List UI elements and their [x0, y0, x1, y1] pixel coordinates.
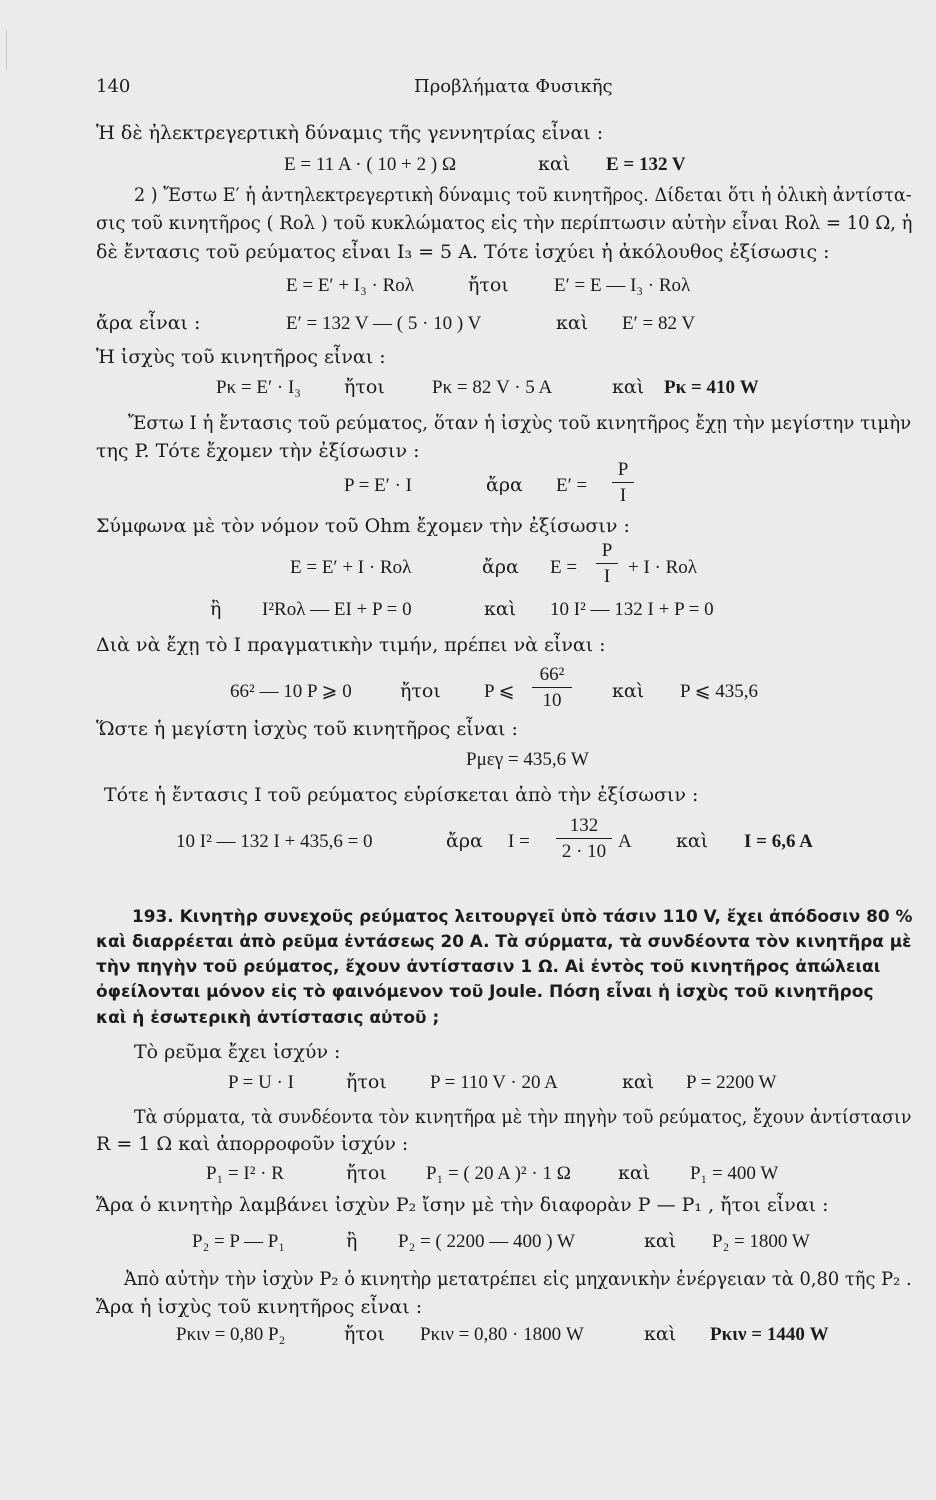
- equation: I =: [508, 831, 530, 852]
- text-line: της P. Τότε ἔχομεν τὴν ἐξίσωσιν :: [96, 440, 420, 462]
- conjunction: ἤτοι: [344, 1323, 385, 1345]
- conjunction: καὶ: [612, 376, 645, 398]
- conjunction: ἄρα: [446, 830, 483, 852]
- running-title: Προβλήματα Φυσικῆς: [414, 76, 613, 97]
- equation: 10 I² — 132 I + P = 0: [550, 599, 714, 620]
- equation: I²Rολ — EI + P = 0: [262, 599, 412, 620]
- equation: P = U · I: [228, 1072, 294, 1093]
- equation: E′ = E — I₃ · Rολ: [554, 275, 691, 296]
- text-line: ἄρα εἶναι :: [96, 312, 201, 334]
- conjunction: καὶ: [644, 1230, 677, 1252]
- page-number: 140: [96, 76, 131, 97]
- fraction: [556, 816, 612, 861]
- fraction-denominator: I: [619, 485, 627, 506]
- text-line: Ἔστω I ἡ ἔντασις τοῦ ρεύματος, ὅταν ἡ ἰσχὺς τοῦ κινητῆρος ἔχῃ τὴν μεγίστην τιμὴν: [128, 412, 912, 434]
- conjunction: ἤτοι: [346, 1071, 387, 1093]
- fraction: [612, 460, 634, 505]
- equation: P = 110 V · 20 A: [430, 1072, 558, 1093]
- problem-statement-line: καὶ διαρρέεται ἀπὸ ρεῦμα ἐντάσεως 20 A. Τὰ σύρματα, τὰ συνδέοντα τὸν κινητῆρα μὲ: [96, 932, 912, 952]
- problem-statement-line: τὴν πηγὴν τοῦ ρεύματος, ἔχουν ἀντίστασιν 1 Ω. Αἱ ἐντὸς τοῦ κινητῆρος ἀπώλειαι: [96, 957, 881, 977]
- text-line: σις τοῦ κινητῆρος ( Rολ ) τοῦ κυκλώματος εἰς τὴν περίπτωσιν αὐτὴν εἶναι Rολ = 10 Ω, ἡ: [96, 212, 913, 234]
- text-line: Ἀπὸ αὐτὴν τὴν ἰσχὺν P₂ ὁ κινητὴρ μετατρέπει εἰς μηχανικὴν ἐνέργειαν τὰ 0,80 τῆς P₂ .: [124, 1268, 912, 1290]
- text-line: Τότε ἡ ἔντασις I τοῦ ρεύματος εὑρίσκεται ἀπὸ τὴν ἐξίσωσιν :: [104, 784, 699, 806]
- equation: P₂ = P — P₁: [192, 1231, 285, 1252]
- text-line: Τὸ ρεῦμα ἔχει ἰσχύν :: [134, 1041, 341, 1063]
- result-equation: Pκιν = 1440 W: [710, 1324, 829, 1345]
- result-equation: I = 6,6 A: [744, 831, 813, 852]
- text-line: Διὰ νὰ ἔχῃ τὸ I πραγματικὴν τιμήν, πρέπει νὰ εἶναι :: [96, 634, 606, 656]
- equation: E = E′ + I · Rολ: [290, 557, 412, 578]
- equation: E′ = 82 V: [622, 313, 696, 334]
- conjunction: καὶ: [622, 1071, 655, 1093]
- equation: E′ =: [556, 475, 588, 496]
- text-line: Ἄρα ὁ κινητὴρ λαμβάνει ἰσχὺν P₂ ἴσην μὲ τὴν διαφορὰν P — P₁ , ἤτοι εἶναι :: [96, 1194, 829, 1216]
- text-line: Ἡ δὲ ἠλεκτρεγερτικὴ δύναμις τῆς γεννητρίας εἶναι :: [96, 122, 604, 144]
- text-line: Ἄρα ἡ ἰσχὺς τοῦ κινητῆρος εἶναι :: [96, 1296, 423, 1318]
- fraction-denominator: I: [603, 566, 611, 587]
- page-fold-mark: [6, 30, 7, 70]
- text-line: δὲ ἔντασις τοῦ ρεύματος εἶναι I₃ = 5 A. Τότε ἰσχύει ἡ ἀκόλουθος ἐξίσωσις :: [96, 241, 830, 263]
- equation: + I · Rολ: [628, 557, 698, 578]
- equation: Pκιν = 0,80 P₂: [176, 1324, 286, 1345]
- text-line: Ὥστε ἡ μεγίστη ἰσχὺς τοῦ κινητῆρος εἶναι :: [96, 718, 518, 740]
- result-equation: E = 132 V: [606, 154, 686, 175]
- conjunction: ἄρα: [482, 556, 519, 578]
- conjunction: ἤτοι: [468, 274, 509, 296]
- equation: 10 I² — 132 I + 435,6 = 0: [176, 831, 373, 852]
- problem-statement-line: καὶ ἡ ἐσωτερικὴ ἀντίστασις αὐτοῦ ;: [96, 1008, 440, 1028]
- equation: Pκ = 82 V · 5 A: [432, 377, 553, 398]
- fraction: [532, 665, 572, 710]
- unit: A: [618, 831, 632, 852]
- fraction-numerator: 132: [569, 815, 599, 836]
- equation: P₁ = ( 20 A )² · 1 Ω: [426, 1163, 571, 1184]
- conjunction: καὶ: [612, 680, 645, 702]
- conjunction: καὶ: [644, 1323, 677, 1345]
- text-line: Τὰ σύρματα, τὰ συνδέοντα τὸν κινητῆρα μὲ τὴν πηγὴν τοῦ ρεύματος, ἔχουν ἀντίστασιν: [134, 1106, 912, 1128]
- equation: P ⩽: [484, 681, 515, 702]
- equation: P₁ = 400 W: [690, 1163, 779, 1184]
- equation: Pκ = E′ · I₃: [216, 377, 301, 398]
- conjunction: ἤτοι: [400, 680, 441, 702]
- equation: P₂ = ( 2200 — 400 ) W: [398, 1231, 575, 1252]
- conjunction: ἢ: [210, 598, 222, 620]
- conjunction: καὶ: [676, 830, 709, 852]
- equation: Pκιν = 0,80 · 1800 W: [420, 1324, 584, 1345]
- result-equation: Pκ = 410 W: [664, 377, 759, 398]
- equation: P = E′ · I: [344, 475, 412, 496]
- equation: P₁ = I² · R: [206, 1163, 284, 1184]
- text-line: Σύμφωνα μὲ τὸν νόμον τοῦ Ohm ἔχομεν τὴν ἐξίσωσιν :: [96, 515, 630, 537]
- text-line: 2 ) Ἔστω Ε′ ἡ ἀντηλεκτρεγερτικὴ δύναμις τοῦ κινητῆρος. Δίδεται ὅτι ἡ ὁλικὴ ἀντίστα-: [134, 184, 912, 206]
- equation: Pμεγ = 435,6 W: [466, 749, 589, 770]
- problem-statement-line: 193. Κινητὴρ συνεχοῦς ρεύματος λειτουργεῖ ὑπὸ τάσιν 110 V, ἔχει ἀπόδοσιν 80 %: [132, 907, 913, 927]
- conjunction: ἤτοι: [344, 376, 385, 398]
- equation: E = 11 A · ( 10 + 2 ) Ω: [284, 154, 457, 175]
- conjunction: καὶ: [556, 312, 589, 334]
- fraction-numerator: P: [617, 459, 629, 480]
- conjunction: ἤτοι: [346, 1162, 387, 1184]
- conjunction: καὶ: [618, 1162, 651, 1184]
- equation: P = 2200 W: [686, 1072, 777, 1093]
- conjunction: ἄρα: [486, 474, 523, 496]
- equation: P₂ = 1800 W: [712, 1231, 810, 1252]
- fraction-numerator: P: [601, 540, 613, 561]
- problem-statement-line: ὀφείλονται μόνον εἰς τὸ φαινόμενον τοῦ Joule. Πόση εἶναι ἡ ἰσχὺς τοῦ κινητῆρος: [96, 982, 874, 1002]
- fraction-denominator: 10: [542, 690, 562, 711]
- fraction: [596, 541, 618, 586]
- equation: P ⩽ 435,6: [680, 681, 759, 702]
- text-line: Ἡ ἰσχὺς τοῦ κινητῆρος εἶναι :: [96, 346, 386, 368]
- text-line: R = 1 Ω καὶ ἀπορροφοῦν ἰσχύν :: [96, 1133, 409, 1155]
- fraction-denominator: 2 · 10: [561, 841, 607, 862]
- conjunction: καὶ: [484, 598, 517, 620]
- conjunction: ἢ: [346, 1230, 358, 1252]
- equation: E′ = 132 V — ( 5 · 10 ) V: [286, 313, 482, 334]
- equation: 66² — 10 P ⩾ 0: [230, 681, 352, 702]
- equation: E = E′ + I₃ · Rολ: [286, 275, 414, 296]
- fraction-numerator: 66²: [539, 664, 565, 685]
- equation: E =: [550, 557, 578, 578]
- conjunction: καὶ: [538, 153, 571, 175]
